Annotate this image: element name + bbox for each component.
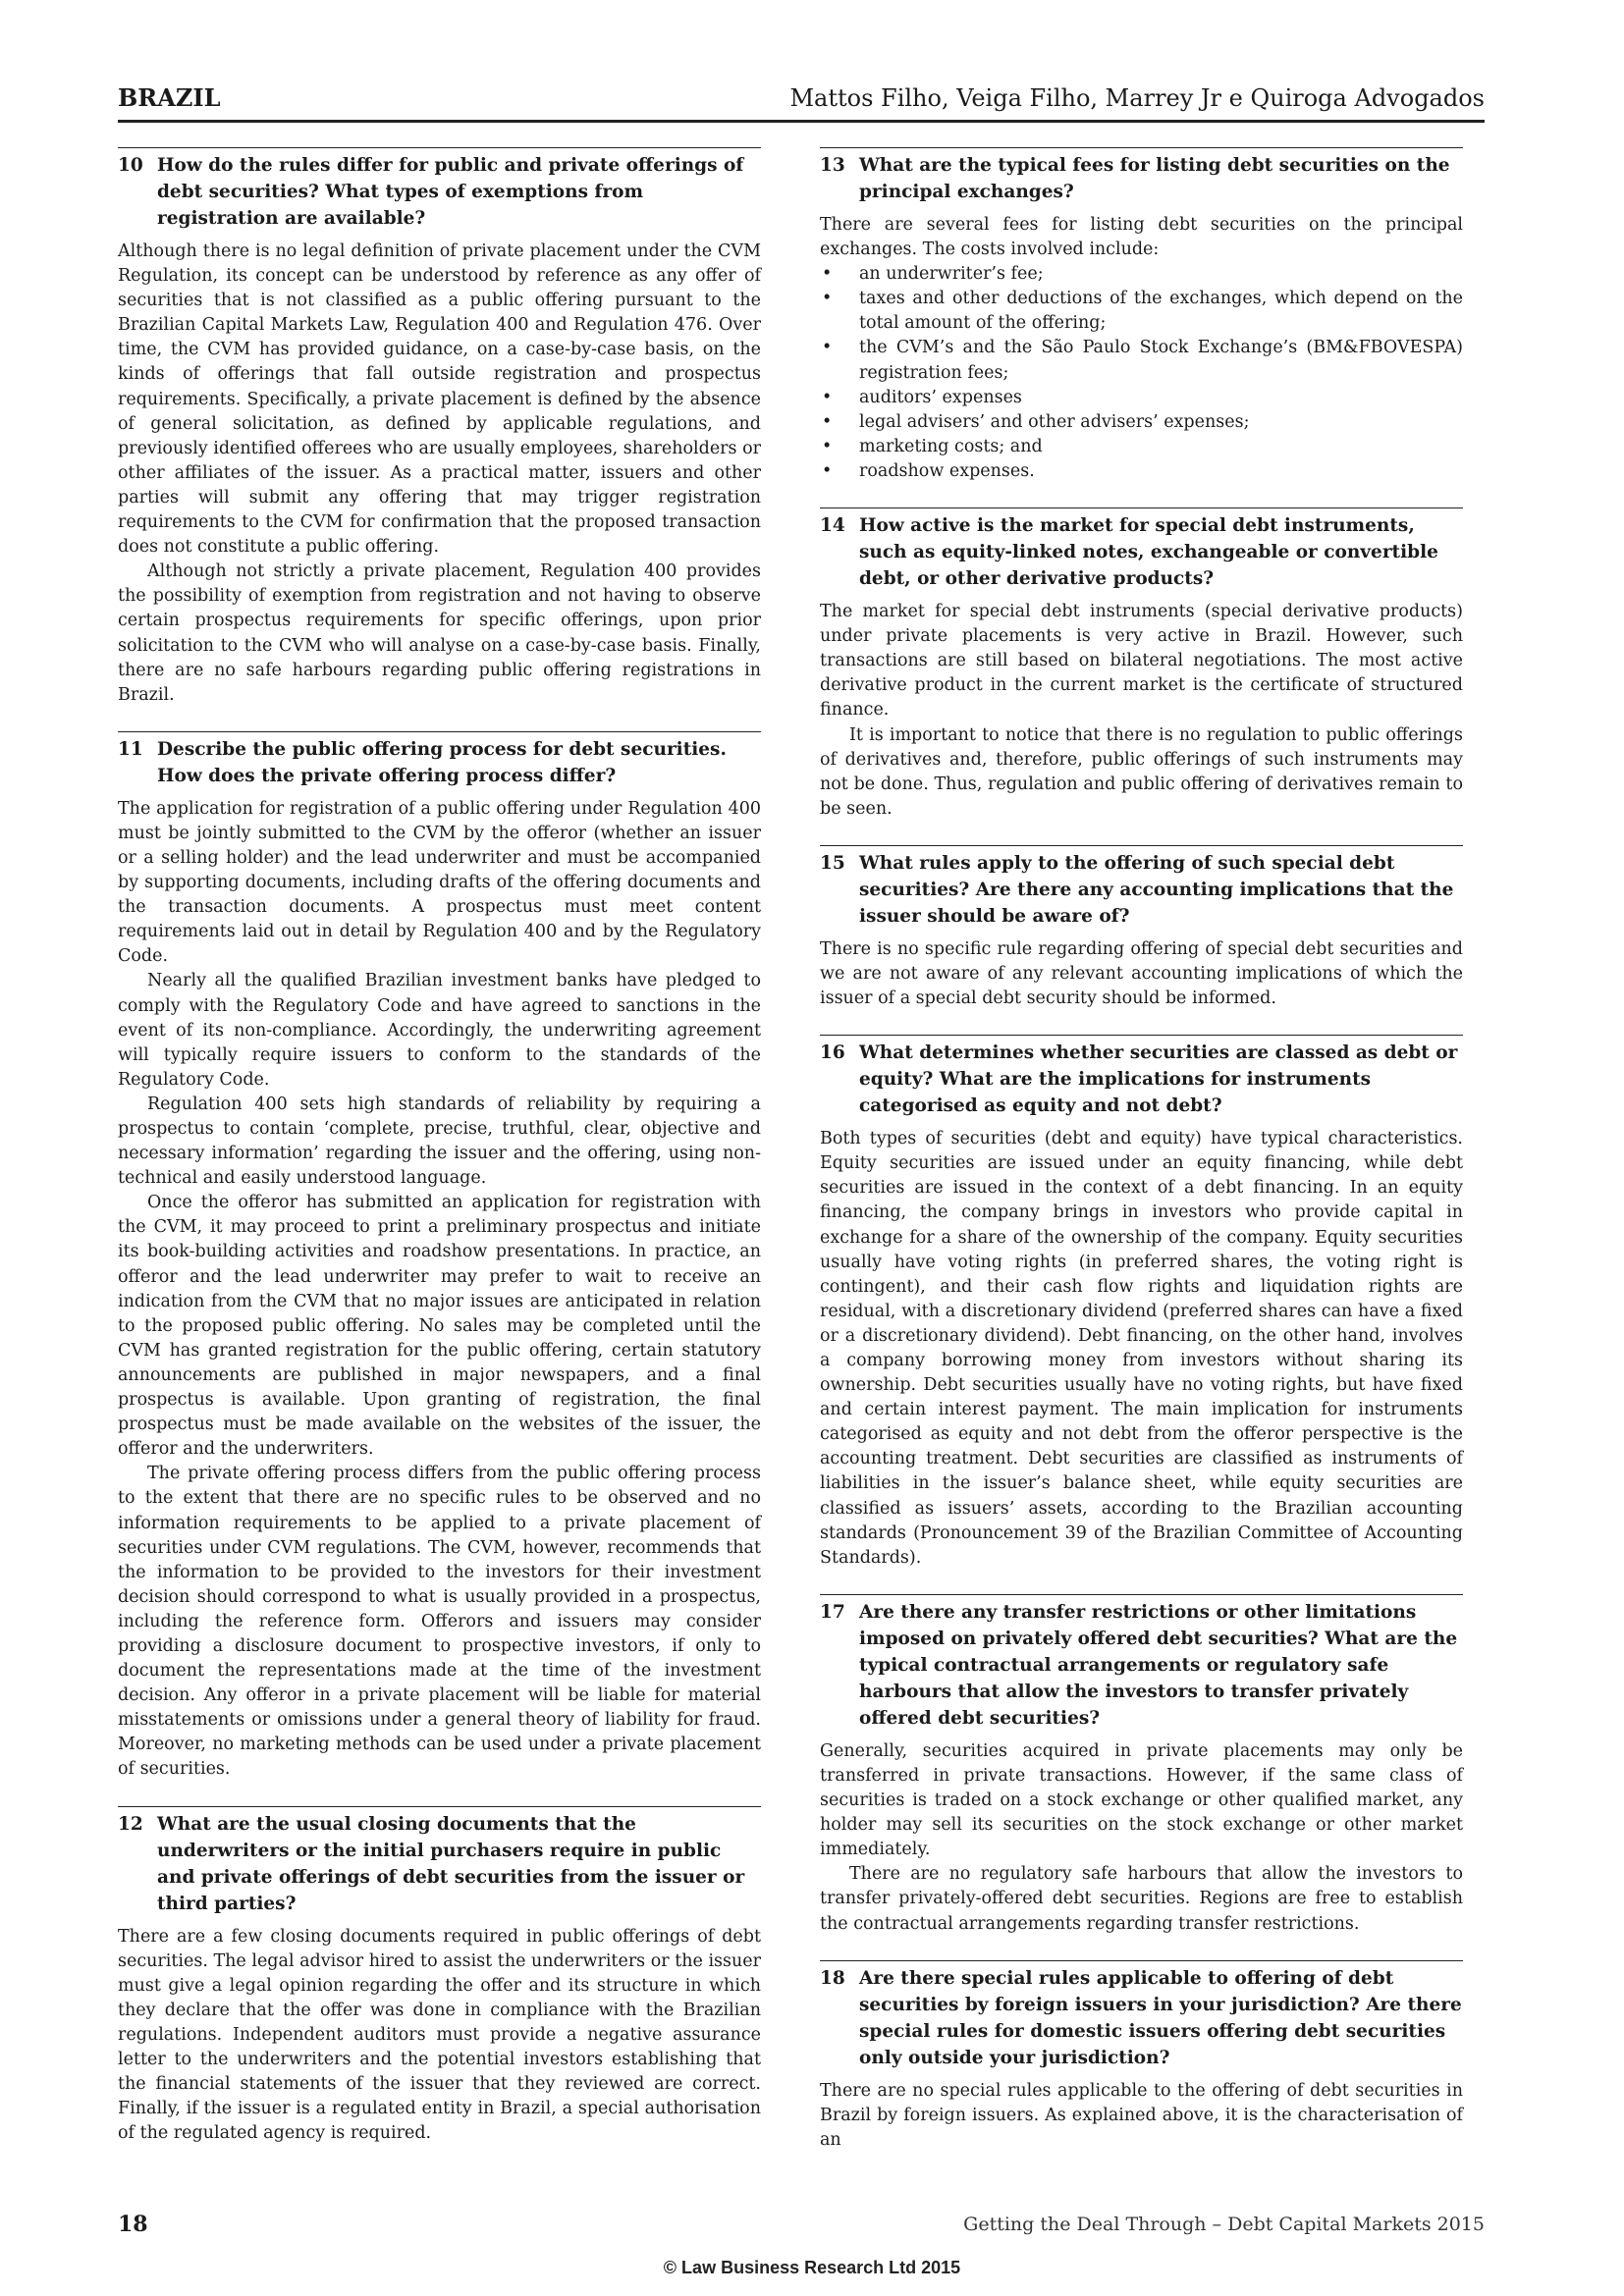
question-heading	[118, 731, 761, 789]
fees-list	[820, 262, 1463, 484]
question-heading	[118, 1806, 761, 1917]
paragraph: Once the offeror has submitted an application for registration with the CVM, it may proceed to print a preliminary prospectus and initiate its book-building activities and roadshow presentations. In practice, an offeror and the lead underwriter may prefer to wait to receive an indication from the CVM that no major issues are anticipated in relation to the proposed public offering. No sales may be completed until the CVM has granted registration for the public offering, certain statutory announcements are published in major newspapers, and a final prospectus is available. Upon granting of registration, the final prospectus must be made available on the websites of the issuer, the offeror and the underwriters.	[118, 1193, 761, 1460]
question-title: What are the usual closing documents that the underwriters or the initial purchasers require in public and private offerings of debt securities from the issuer or third parties?	[157, 1813, 745, 1914]
paragraph: Both types of securities (debt and equity) have typical characteristics. Equity securities are issued under an equity financing, while debt securities are issued in the context of a debt financing. In an equity financing, the company brings in investors who provide capital in exchange for a share of the ownership of the company. Equity securities usually have voting rights (in preferred shares, the voting right is contingent), and their cash flow rights and liquidation rights are residual, with a discretionary dividend (preferred shares can have a fixed or a discretionary dividend). Debt financing, on the other hand, involves a company borrowing money from investors without sharing its ownership. Debt securities usually have no voting rights, but have fixed and certain interest payment. The main implication for instruments categorised as equity and not debt from the offeror perspective is the accounting treatment. Debt securities are classified as instruments of liabilities in the issuer’s balance sheet, while equity securities are classified as issuers’ assets, according to the Brazilian accounting standards (Pronouncement 39 of the Brazilian Committee of Accounting Standards).	[820, 1129, 1463, 1568]
paragraph: Although not strictly a private placement, Regulation 400 provides the possibility of exemption from registration and not having to observe certain prospectus requirements for specific offerings, upon prior solicitation to the CVM who will analyse on a case-by-case basis. Finally, there are no safe harbours regarding public offering registrations in Brazil.	[118, 561, 761, 705]
question-title: Describe the public offering process for debt securities. How does the private offering process differ?	[157, 738, 727, 786]
question-number: 14	[820, 515, 845, 537]
paragraph: The application for registration of a public offering under Regulation 400 must be jointly submitted to the CVM by the offeror (whether an issuer or a selling holder) and the lead underwriter and must be accompanied by supporting documents, including drafts of the offering documents and the transaction documents. A prospectus must meet content requirements laid out in detail by Regulation 400 and by the Regulatory Code.	[118, 798, 761, 967]
paragraph: Generally, securities acquired in private placements may only be transferred in private transactions. However, if the same class of securities is traded on a stock exchange or other qualified market, any holder may sell its securities on the stock exchange or other market immediately.	[820, 1740, 1463, 1860]
question-heading	[118, 147, 761, 232]
question-heading	[820, 1594, 1463, 1732]
page-footer	[118, 2207, 1485, 2242]
question-title: Are there any transfer restrictions or other limitations imposed on privately offered debt securities? What are the typical contractual arrangements or regulatory safe harbours that allow the investors to transfer privately offered debt securities?	[859, 1601, 1458, 1729]
list-item: • the CVM’s and the São Paulo Stock Exchange’s (BM&FBOVESPA) registration fees;	[822, 338, 1463, 383]
question-heading	[820, 1035, 1463, 1119]
left-column	[118, 147, 761, 2146]
question-title: How do the rules differ for public and private offerings of debt securities? What types of exemptions from registration are available?	[157, 155, 744, 229]
paragraph: There is no specific rule regarding offering of special debt securities and we are not aware of any relevant accounting implications of which the issuer of a special debt security should be informed.	[820, 938, 1463, 1009]
paragraph: There are no special rules applicable to the offering of debt securities in Brazil by foreign issuers. As explained above, it is the characterisation of an	[820, 2080, 1463, 2150]
list-item: • legal advisers’ and other advisers’ expenses;	[822, 411, 1250, 432]
copyright-notice: © Law Business Research Ltd 2015	[663, 2258, 961, 2277]
question-number: 16	[820, 1042, 845, 1064]
question-heading	[820, 845, 1463, 930]
question-number: 17	[820, 1601, 845, 1623]
question-heading	[820, 147, 1463, 205]
running-header	[118, 69, 1485, 123]
list-item: • auditors’ expenses	[822, 387, 1022, 407]
question-heading	[820, 1960, 1463, 2071]
question-title: What are the typical fees for listing debt securities on the principal exchanges?	[859, 155, 1450, 202]
list-item: • an underwriter’s fee;	[822, 264, 1044, 285]
header-firm: Mattos Filho, Veiga Filho, Marrey Jr e Quiroga Advogados	[789, 84, 1485, 112]
paragraph: There are no regulatory safe harbours that allow the investors to transfer privately-offered debt securities. Regions are free to establish the contractual arrangements regarding transfer restrictions.	[820, 1864, 1463, 1934]
paragraph: Although there is no legal definition of private placement under the CVM Regulation, its concept can be understood by reference as any offer of securities that is not classified as a public offering pursuant to the Brazilian Capital Markets Law, Regulation 400 and Regulation 476. Over time, the CVM has provided guidance, on a case-by-case basis, on the kinds of offerings that fall outside registration and prospectus requirements. Specifically, a private placement is defined by the absence of general solicitation, as defined by applicable regulations, and previously identified offerees who are usually employees, shareholders or other affiliates of the issuer. As a practical matter, issuers and other parties will submit any offering that may trigger registration requirements to the CVM for confirmation that the proposed transaction does not constitute a public offering.	[118, 241, 761, 558]
question-number: 10	[118, 155, 143, 176]
question-title: How active is the market for special debt instruments, such as equity-linked notes, exchangeable or convertible debt, or other derivative products?	[859, 515, 1438, 590]
header-country: BRAZIL	[118, 83, 221, 112]
paragraph: There are several fees for listing debt securities on the principal exchanges. The costs involved include:	[820, 215, 1463, 260]
question-number: 11	[118, 738, 143, 760]
question-title: What determines whether securities are classed as debt or equity? What are the implications for instruments categorised as equity and not debt?	[859, 1042, 1458, 1117]
question-number: 18	[820, 1967, 845, 1989]
right-column	[820, 147, 1463, 2153]
paragraph: Nearly all the qualified Brazilian investment banks have pledged to comply with the Regulatory Code and have agreed to sanctions in the event of its non-compliance. Accordingly, the underwriting agreement will typically require issuers to conform to the standards of the Regulatory Code.	[118, 971, 761, 1090]
list-item: • roadshow expenses.	[822, 460, 1035, 481]
paragraph: The private offering process differs from the public offering process to the extent that there are no specific rules to be observed and no information requirements to be applied to a private placement of securities under CVM regulations. The CVM, however, recommends that the information to be provided to the investors for their investment decision should correspond to what is usually provided in a prospectus, including the reference form. Offerors and issuers may consider providing a disclosure document to prospective investors, if only to document the representations made at the time of the investment decision. Any offeror in a private placement will be liable for material misstatements or omissions under a general theory of liability for fraud. Moreover, no marketing methods can be used under a private placement of securities.	[118, 1464, 761, 1780]
paragraph: Regulation 400 sets high standards of reliability by requiring a prospectus to contain ‘complete, precise, truthful, clear, objective and necessary information’ regarding the issuer and the offering, using non-technical and easily understood language.	[118, 1094, 761, 1189]
paragraph: There are a few closing documents required in public offerings of debt securities. The legal advisor hired to assist the underwriters or the issuer must give a legal opinion regarding the offer and its structure in which they declare that the offer was done in compliance with the Brazilian regulations. Independent auditors must provide a negative assurance letter to the underwriters and the potential investors establishing that the financial statements of the issuer that they reviewed are correct. Finally, if the issuer is a regulated entity in Brazil, a special authorisation of the regulated agency is required.	[118, 1926, 761, 2144]
list-item: • marketing costs; and	[822, 436, 1043, 456]
paragraph: The market for special debt instruments (special derivative products) under private placements is very active in Brazil. However, such transactions are still based on bilateral negotiations. The most active derivative product in the current market is the certificate of structured finance.	[820, 602, 1463, 721]
question-number: 12	[118, 1813, 143, 1835]
question-title: Are there special rules applicable to offering of debt securities by foreign issuers in your jurisdiction? Are there special rules for domestic issuers offering debt securities only outside your jurisdiction?	[859, 1967, 1462, 2068]
paragraph: It is important to notice that there is no regulation to public offerings of derivatives and, therefore, public offerings of such instruments may not be done. Thus, regulation and public offering of derivatives remain to be seen.	[820, 724, 1463, 819]
page-number: 18	[118, 2212, 148, 2237]
publication-title: Getting the Deal Through – Debt Capital Markets 2015	[963, 2214, 1485, 2235]
list-item: • taxes and other deductions of the exchanges, which depend on the total amount of the offering;	[822, 289, 1463, 334]
question-number: 15	[820, 852, 845, 874]
question-heading	[820, 507, 1463, 592]
question-number: 13	[820, 155, 845, 176]
question-title: What rules apply to the offering of such special debt securities? Are there any accounting implications that the issuer should be aware of?	[859, 852, 1454, 927]
